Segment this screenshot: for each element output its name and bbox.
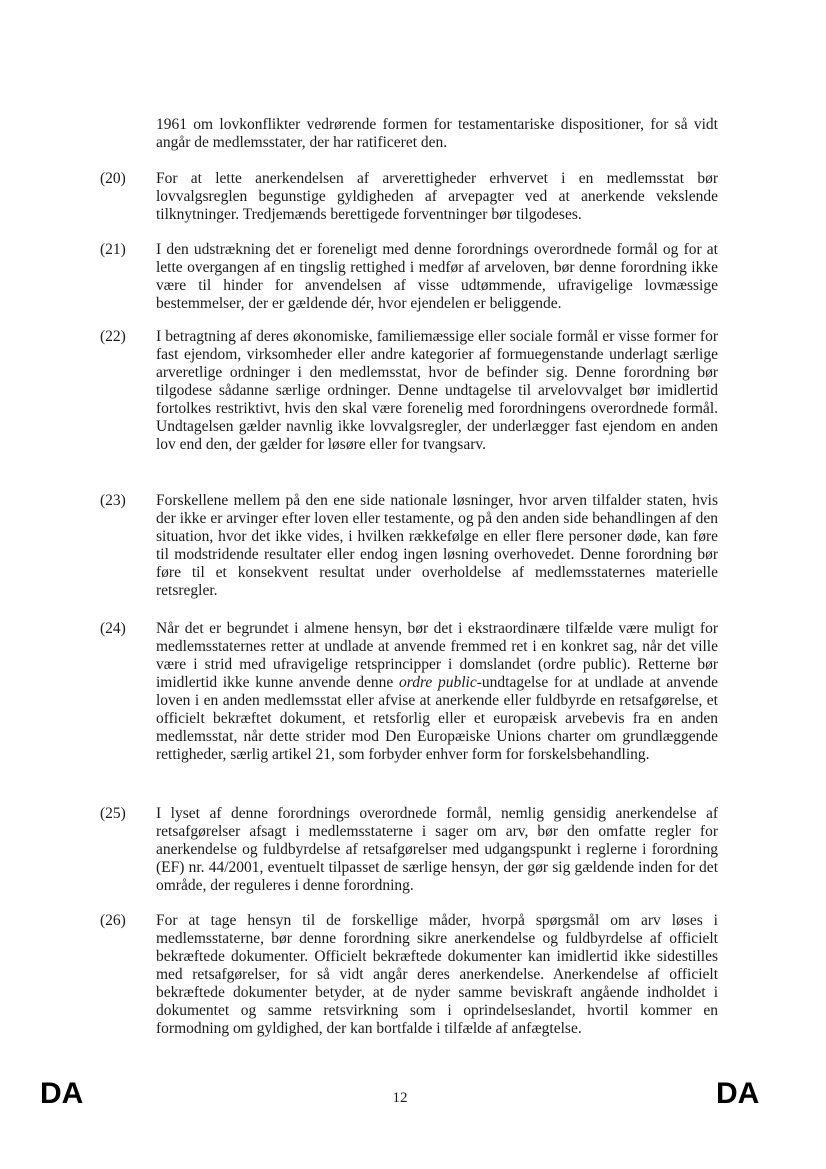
recital-text: I betragtning af deres økonomiske, familiemæssige eller sociale formål er visse former for fast ejendom, virksomheder eller andre kategorier af formuegenstande underlagt særlige arveretlige ordninger i den medlemsstat, hvor de befinder sig. Denne forordning bør tilgodese sådanne særlige ordninger. Denne undtagelse til arvelovvalget bør imidlertid fortolkes restriktivt, hvis den skal være forenelig med forordningens overordnede formål. Undtagelsen gælder navnlig ikke lovvalgsregler, der underlægger fast ejendom en anden lov end den, der gælder for løsøre eller for tvangsarv. [156, 328, 718, 453]
recital-20 [100, 170, 718, 224]
recital-text: For at tage hensyn til de forskellige måder, hvorpå spørgsmål om arv løses i medlemsstaterne, bør denne forordning sikre anerkendelse og fuldbyrdelse af officielt bekræftede dokumenter. Officielt bekræftede dokumenter kan imidlertid ikke sidestilles med retsafgørelser, for så vidt angår deres anerkendelse. Anerkendelse af officielt bekræftede dokumenter betyder, at de nyder samme beviskraft angående indholdet i dokumentet og samme retsvirkning som i oprindelseslandet, hvortil kommer en formodning om gyldighed, der kan bortfalde i tilfælde af anfægtelse. [156, 912, 718, 1037]
recital-text: For at lette anerkendelsen af arverettigheder erhvervet i en medlemsstat bør lovvalgsreglen begunstige gyldigheden af arvepagter ved at anerkende vekslende tilknytninger. Tredjemænds berettigede forventninger bør tilgodeses. [156, 170, 718, 223]
recital-number: (20) [100, 170, 126, 187]
recital-22 [100, 328, 718, 454]
recital-text: I lyset af denne forordnings overordnede formål, nemlig gensidig anerkendelse af retsafgørelser afsagt i medlemsstaterne i sager om arv, bør den omfatte regler for anerkendelse og fuldbyrdelse af retsafgørelser med udgangspunkt i reglerne i forordning (EF) nr. 44/2001, eventuelt tilpasset de særlige hensyn, der gør sig gældende inden for det område, der reguleres i denne forordning. [156, 805, 718, 894]
recital-24 [100, 620, 718, 764]
recital-text-part: -undtagelse for at undlade at anvende loven i en anden medlemsstat eller afvise at anerkende eller fuldbyrde en retsafgørelse, et officielt bekræftet dokument, et retsforlig eller et europæisk arvebevis fra en anden medlemsstat, når dette strider mod Den Europæiske Unions charter om grundlæggende rettigheder, særlig artikel 21, som forbyder enhver form for forskelsbehandling. [156, 674, 718, 763]
footer-language-left: DA [40, 1077, 84, 1110]
recital-number: (22) [100, 328, 126, 345]
continuation-text: 1961 om lovkonflikter vedrørende formen for testamentariske dispositioner, for så vidt angår de medlemsstater, der har ratificeret den. [156, 116, 718, 151]
recital-text-italic: ordre public [398, 674, 477, 691]
recital-text-part: Når det er begrundet i almene hensyn, bør det i ekstraordinære tilfælde være muligt for medlemsstaternes retter at undlade at anvende fremmed ret i en konkret sag, når det ville være i strid med ufravigelige retsprincipper i domslandet (ordre public). Retterne bør imidlertid ikke kunne anvende denne [156, 620, 718, 691]
footer-language-right: DA [716, 1077, 760, 1110]
page-number: 12 [392, 1090, 408, 1106]
recital-text: Forskellene mellem på den ene side nationale løsninger, hvor arven tilfalder staten, hvis der ikke er arvinger efter loven eller testamente, og på den anden side behandlingen af den situation, hvor det ikke vides, i hvilken rækkefølge en eller flere personer døde, kan føre til modstridende resultater eller endog ingen løsning overhovedet. Denne forordning bør føre til et konsekvent resultat under overholdelse af medlemsstaternes materielle retsregler. [156, 492, 718, 599]
recital-21 [100, 241, 718, 313]
recital-text [156, 620, 718, 764]
recital-23 [100, 492, 718, 600]
recital-25 [100, 805, 718, 895]
recital-number: (26) [100, 912, 126, 929]
recital-text: I den udstrækning det er foreneligt med denne forordnings overordnede formål og for at lette overgangen af en tingslig rettighed i medfør af arveloven, bør denne forordning ikke være til hinder for anvendelsen af visse udtømmende, ufravigelige lovmæssige bestemmelser, der er gældende dér, hvor ejendelen er beliggende. [156, 241, 718, 312]
recital-number: (25) [100, 805, 126, 822]
recital-number: (24) [100, 620, 126, 637]
recital-26 [100, 912, 718, 1038]
recital-number: (23) [100, 492, 126, 509]
recital-number: (21) [100, 241, 126, 258]
